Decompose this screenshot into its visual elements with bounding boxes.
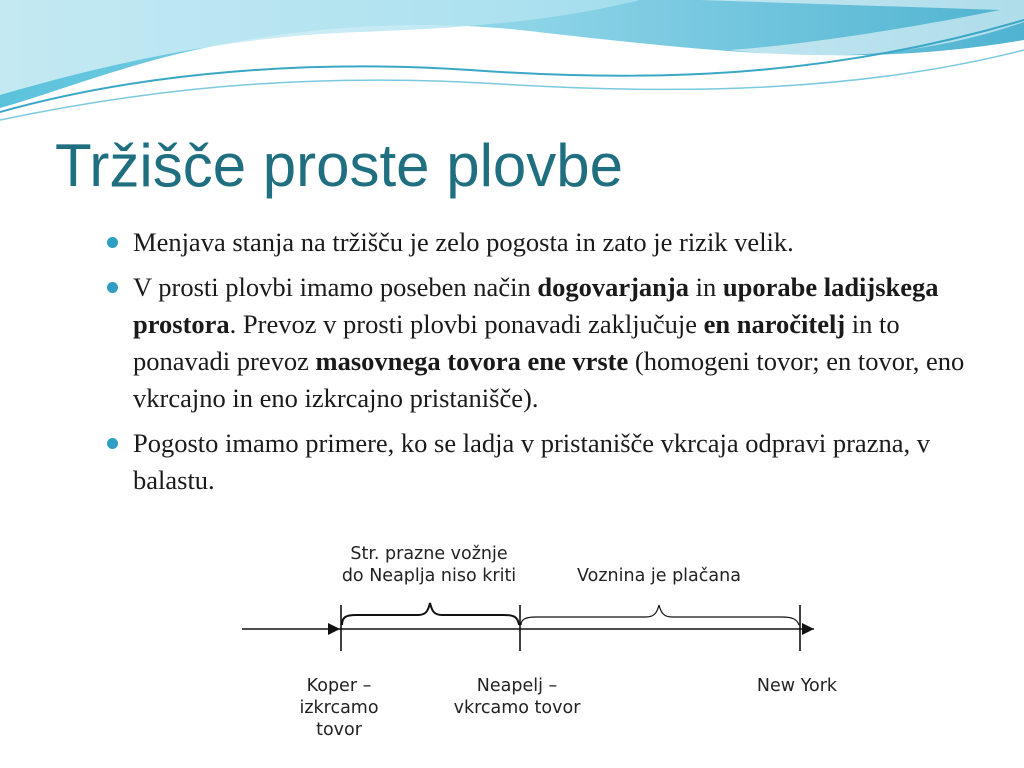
- bullet-text-bold: masovnega tovora ene vrste: [315, 346, 629, 376]
- bullet-text: . Prevoz v prosti plovbi ponavadi zaključuje: [229, 309, 704, 339]
- bullet-dot-icon: [107, 438, 118, 449]
- label-koper-line3: tovor: [316, 720, 362, 740]
- timeline-arrowhead-koper: [328, 623, 340, 635]
- wave-line-2: [0, 50, 1024, 120]
- timeline-arrowhead-end: [802, 623, 814, 635]
- label-port-newyork: New York: [756, 676, 838, 696]
- bullet-dot-icon: [107, 282, 118, 293]
- bullet-text: in to ponavadi prevoz: [133, 309, 900, 376]
- label-koper-line2: izkrcamo: [299, 698, 379, 718]
- bullet-text-bold: en naročitelj: [703, 309, 846, 339]
- label-paid-segment: Voznina je plačana: [577, 566, 741, 586]
- bullet-item: [105, 224, 985, 261]
- header-wave-decoration: [0, 0, 1024, 130]
- bullet-text: Menjava stanja na tržišču je zelo pogosta in zato je rizik velik.: [133, 227, 794, 257]
- bullet-text: in: [688, 272, 723, 302]
- label-unpaid-segment: [334, 543, 524, 587]
- bullet-item: [105, 269, 985, 417]
- label-unpaid-line1: Str. prazne vožnje: [350, 544, 508, 564]
- brace-unpaid: [342, 603, 519, 625]
- brace-paid: [521, 605, 799, 625]
- label-koper-line1: Koper –: [306, 676, 372, 696]
- label-port-koper: [274, 675, 404, 741]
- bullet-list: [105, 224, 985, 507]
- label-unpaid-line2: do Neaplja niso kriti: [341, 566, 517, 586]
- label-port-neapelj: [442, 675, 592, 719]
- bullet-text: Pogosto imamo primere, ko se ladja v pristanišče vkrcaja odpravi prazna, v balastu.: [133, 428, 930, 495]
- bullet-text-bold: uporabe ladijskega prostora: [133, 272, 939, 339]
- bullet-text: V prosti plovbi imamo poseben način: [133, 272, 538, 302]
- voyage-diagram: [214, 539, 857, 768]
- label-neapelj-line1: Neapelj –: [476, 676, 558, 696]
- bullet-text: (homogeni tovor; en tovor, eno vkrcajno in eno izkrcajno pristanišče).: [133, 346, 965, 413]
- slide-title: Tržišče proste plovbe: [55, 132, 624, 199]
- bullet-text-bold: dogovarjanja: [537, 272, 689, 302]
- bullet-item: [105, 425, 985, 499]
- bullet-dot-icon: [107, 237, 118, 248]
- label-neapelj-line2: vkrcamo tovor: [453, 698, 581, 718]
